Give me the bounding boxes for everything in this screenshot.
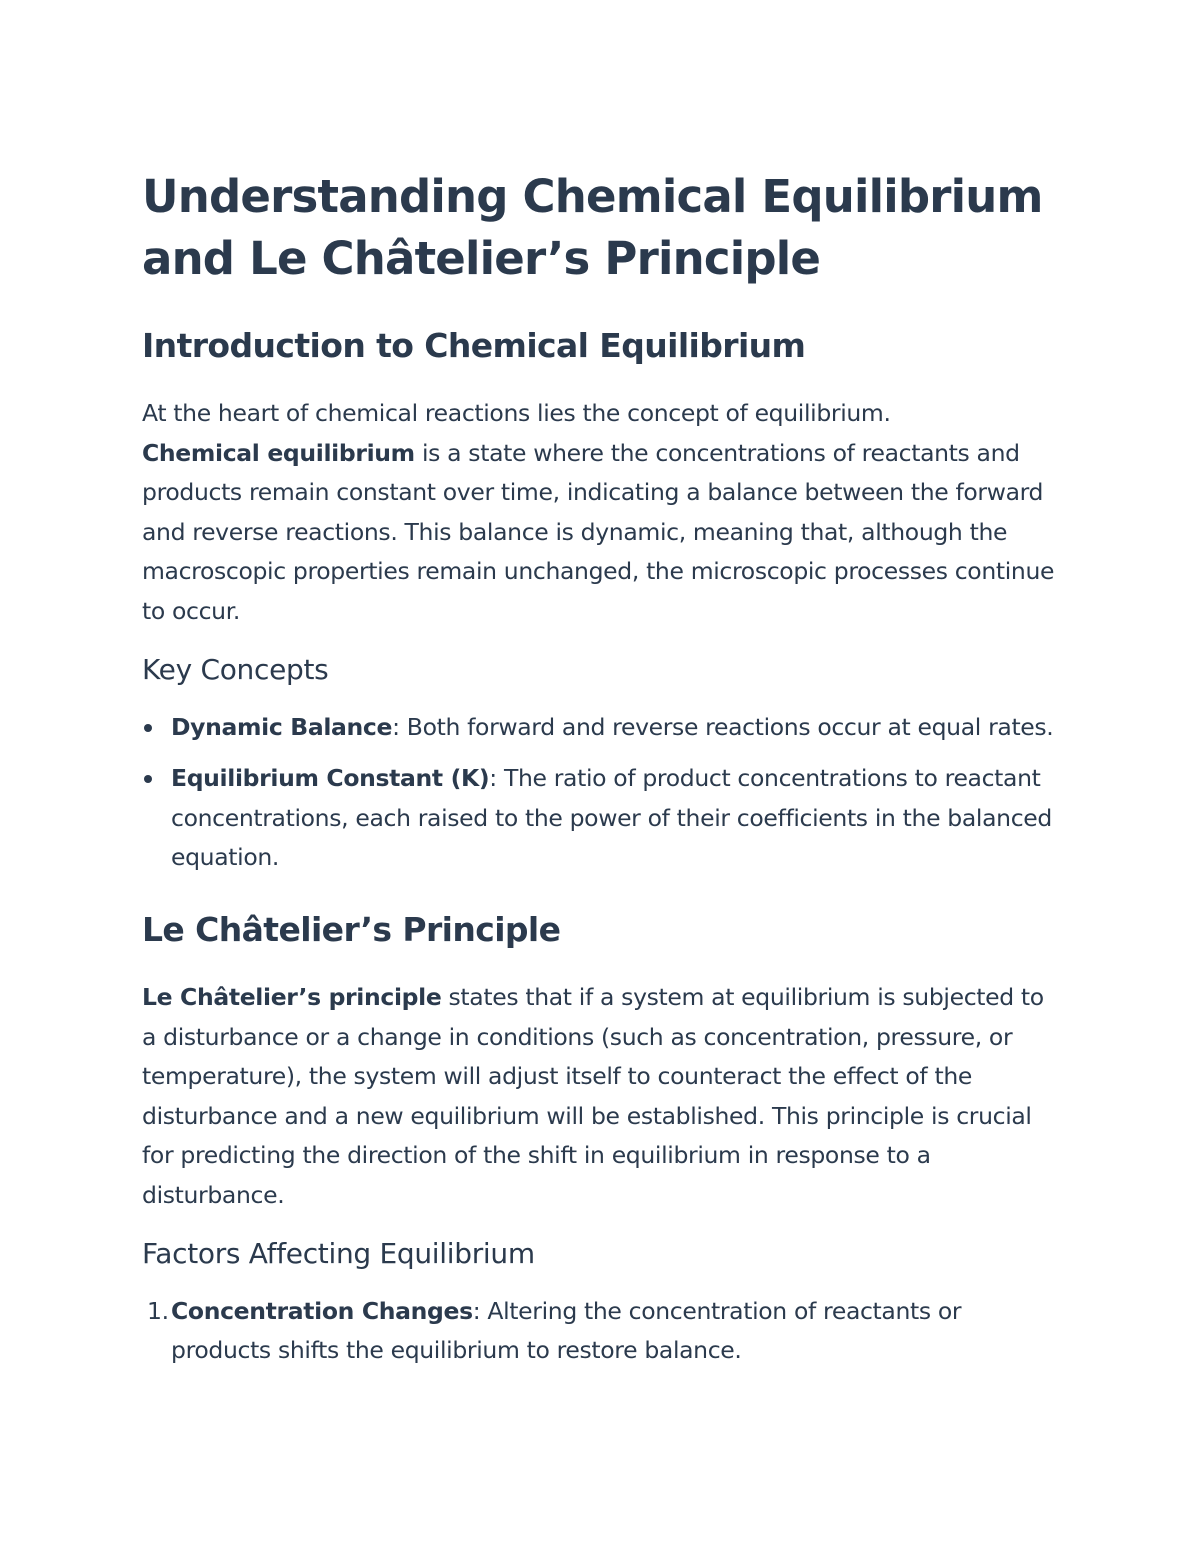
section-heading-introduction: Introduction to Chemical Equilibrium — [142, 326, 806, 365]
list-item-text: : The ratio of product concentrations to reactant concentrations, each raised to the power of their coefficients in the balanced equation. — [171, 764, 1052, 872]
subheading-key-concepts: Key Concepts — [142, 652, 329, 686]
list-item-text: : Altering the concentration of reactants or products shifts the equilibrium to restore balance. — [171, 1296, 962, 1365]
bullet-icon — [144, 724, 152, 732]
term-le-chatelier-principle: Le Châtelier’s principle — [142, 982, 442, 1011]
list-item-text: : Both forward and reverse reactions occur at equal rates. — [392, 712, 1054, 741]
intro-sentence: At the heart of chemical reactions lies the concept of equilibrium. — [142, 399, 891, 427]
list-item-term: Concentration Changes — [171, 1296, 473, 1325]
title-line-2: and Le Châtelier’s Principle — [142, 232, 821, 285]
bullet-icon — [144, 775, 152, 783]
section-heading-le-chatelier: Le Châtelier’s Principle — [142, 909, 561, 949]
document-title — [142, 166, 1062, 290]
list-item — [171, 759, 1062, 878]
list-item-term: Dynamic Balance — [171, 712, 393, 741]
list-item-term: Equilibrium Constant (K) — [171, 764, 490, 793]
subheading-factors: Factors Affecting Equilibrium — [142, 1236, 535, 1270]
intro-paragraph — [142, 394, 1062, 632]
document-page — [142, 166, 1062, 1383]
term-chemical-equilibrium: Chemical equilibrium — [142, 438, 415, 467]
list-item-number: 1. — [147, 1296, 169, 1325]
factors-list — [142, 1292, 1062, 1371]
list-item — [171, 708, 1062, 748]
list-item — [147, 1292, 1062, 1371]
intro-definition: is a state where the concentrations of reactants and products remain constant over time, indicating a balance between the forward and reverse reactions. This balance is dynamic, meaning that, although the macroscopic properties remain unchanged, the microscopic processes continue to occur. — [142, 438, 1055, 625]
le-chatelier-paragraph — [142, 978, 1062, 1216]
le-chatelier-definition: states that if a system at equilibrium is subjected to a disturbance or a change in conditions (such as concentration, pressure, or temperature), the system will adjust itself to counteract the effect of the disturbance and a new equilibrium will be established. This principle is crucial for predicting the direction of the shift in equilibrium in response to a disturbance. — [142, 982, 1044, 1209]
key-concepts-list — [142, 708, 1062, 878]
title-line-1: Understanding Chemical Equilibrium — [142, 170, 1043, 223]
